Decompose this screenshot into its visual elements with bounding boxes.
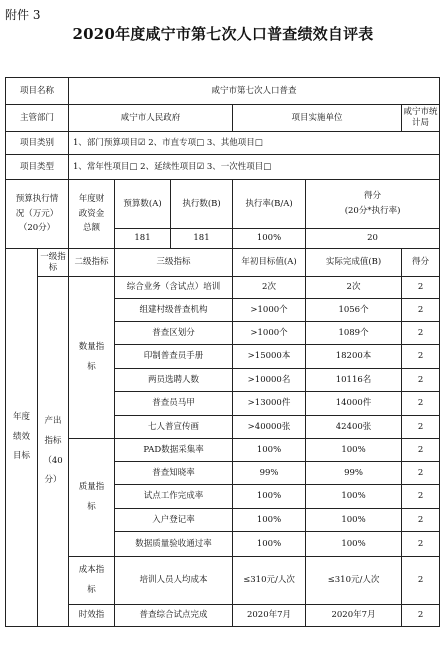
budget-label-line3: （20分） xyxy=(18,223,56,234)
indicator-cell: 综合业务（含试点）培训 xyxy=(115,277,233,299)
target-cell: >1000个 xyxy=(233,299,306,322)
cost-indicator-label xyxy=(69,557,115,605)
score-cell: 2 xyxy=(402,392,440,416)
exec-count-value: 181 xyxy=(171,229,233,249)
budget-score-value: 20 xyxy=(306,229,440,249)
quantity-indicator-label xyxy=(69,277,115,439)
score-cell: 2 xyxy=(402,509,440,532)
actual-cell: 100% xyxy=(306,485,402,509)
score-cell: 2 xyxy=(402,462,440,485)
target-cell: 100% xyxy=(233,509,306,532)
target-cell: 99% xyxy=(233,462,306,485)
indicator-cell: 组建村级普查机构 xyxy=(115,299,233,322)
target-cell: 100% xyxy=(233,532,306,557)
target-header: 年初目标值(A) xyxy=(233,249,306,277)
type-label: 项目类型 xyxy=(6,155,69,180)
level1-header: 一级指标 xyxy=(38,249,69,277)
target-cell: >15000本 xyxy=(233,345,306,369)
indicator-cell: 数据质量验收通过率 xyxy=(115,532,233,557)
indicator-cell: 试点工作完成率 xyxy=(115,485,233,509)
budget-count-value: 181 xyxy=(115,229,171,249)
target-cell: 2020年7月 xyxy=(233,605,306,627)
target-cell: >1000个 xyxy=(233,322,306,345)
score-cell: 2 xyxy=(402,416,440,439)
actual-cell: 100% xyxy=(306,439,402,462)
score-cell: 2 xyxy=(402,369,440,392)
quality-line1: 质量指 xyxy=(78,481,105,492)
score-cell: 2 xyxy=(402,439,440,462)
score-cell: 2 xyxy=(402,277,440,299)
output-line4: 分） xyxy=(44,475,62,486)
indicator-cell: 七人普宣传画 xyxy=(115,416,233,439)
category-label: 项目类别 xyxy=(6,132,69,155)
budget-label xyxy=(6,180,69,249)
indicator-cell: PAD数据采集率 xyxy=(115,439,233,462)
indicator-cell: 普查员马甲 xyxy=(115,392,233,416)
target-cell: >40000张 xyxy=(233,416,306,439)
page-title: 2020年度咸宁市第七次人口普查绩效自评表 xyxy=(72,25,374,43)
indicator-cell: 普查综合试点完成 xyxy=(115,605,233,627)
score-cell: 2 xyxy=(402,605,440,627)
indicator-cell: 培训人员人均成本 xyxy=(115,557,233,605)
score-cell: 2 xyxy=(402,299,440,322)
output-line3: （40 xyxy=(43,455,63,466)
level2-header: 二级指标 xyxy=(69,249,115,277)
actual-cell: 100% xyxy=(306,532,402,557)
evaluation-table xyxy=(5,77,440,627)
annual-funds-label xyxy=(69,180,115,249)
score-cell: 2 xyxy=(402,557,440,605)
project-name-value: 咸宁市第七次人口普查 xyxy=(69,78,440,105)
attachment-label: 附件 3 xyxy=(5,8,41,22)
output-line1: 产出 xyxy=(44,416,62,427)
project-name-label: 项目名称 xyxy=(6,78,69,105)
target-cell: 100% xyxy=(233,485,306,509)
budget-label-line1: 预算执行情 xyxy=(15,194,59,205)
annual-funds-line1: 年度财 xyxy=(78,194,105,205)
target-cell: ≤310元/人次 xyxy=(233,557,306,605)
indicator-cell: 入户登记率 xyxy=(115,509,233,532)
annual-goal-label xyxy=(6,249,38,627)
quality-line2: 标 xyxy=(87,501,96,512)
budget-score-label-line1: 得分 xyxy=(364,191,382,202)
indicator-cell: 两员选聘人数 xyxy=(115,369,233,392)
score-cell: 2 xyxy=(402,485,440,509)
time-indicator-label: 时效指 xyxy=(69,605,115,627)
budget-count-label: 预算数(A) xyxy=(115,180,171,229)
level3-header: 三级指标 xyxy=(115,249,233,277)
dept-label: 主管部门 xyxy=(6,105,69,132)
exec-rate-label: 执行率(B/A) xyxy=(233,180,306,229)
target-cell: 2次 xyxy=(233,277,306,299)
actual-cell: 2次 xyxy=(306,277,402,299)
impl-value: 咸宁市统计局 xyxy=(402,105,440,132)
annual-goal-line2: 绩效 xyxy=(12,431,30,442)
cost-line2: 标 xyxy=(87,584,96,595)
dept-value: 咸宁市人民政府 xyxy=(69,105,233,132)
target-cell: >10000名 xyxy=(233,369,306,392)
actual-cell: 2020年7月 xyxy=(306,605,402,627)
exec-count-label: 执行数(B) xyxy=(171,180,233,229)
annual-goal-line3: 目标 xyxy=(12,451,30,462)
budget-label-line2: 况（万元） xyxy=(15,208,59,219)
category-value: 1、部门预算项目☑ 2、市直专项□ 3、其他项目□ xyxy=(69,132,440,155)
cost-line1: 成本指 xyxy=(78,564,105,575)
actual-cell: 100% xyxy=(306,509,402,532)
actual-cell: 14000件 xyxy=(306,392,402,416)
actual-cell: 42400张 xyxy=(306,416,402,439)
type-value: 1、常年性项目□ 2、延续性项目☑ 3、一次性项目□ xyxy=(69,155,440,180)
actual-cell: 99% xyxy=(306,462,402,485)
indicator-cell: 普查知晓率 xyxy=(115,462,233,485)
score-cell: 2 xyxy=(402,322,440,345)
indicator-cell: 普查区划分 xyxy=(115,322,233,345)
budget-score-label xyxy=(306,180,440,229)
quantity-line2: 标 xyxy=(87,361,96,372)
impl-label: 项目实施单位 xyxy=(233,105,402,132)
actual-cell: 1089个 xyxy=(306,322,402,345)
annual-funds-line3: 总额 xyxy=(83,223,101,234)
exec-rate-value: 100% xyxy=(233,229,306,249)
annual-funds-line2: 政资金 xyxy=(78,208,105,219)
target-cell: >13000件 xyxy=(233,392,306,416)
actual-cell: 18200本 xyxy=(306,345,402,369)
indicator-cell: 印制普查员手册 xyxy=(115,345,233,369)
actual-cell: ≤310元/人次 xyxy=(306,557,402,605)
output-line2: 指标 xyxy=(44,435,62,446)
budget-score-label-line2: (20分*执行率) xyxy=(344,206,401,216)
actual-header: 实际完成值(B) xyxy=(306,249,402,277)
quantity-line1: 数量指 xyxy=(78,341,105,352)
score-cell: 2 xyxy=(402,532,440,557)
output-indicator-label xyxy=(38,277,69,627)
annual-goal-line1: 年度 xyxy=(12,412,30,423)
quality-indicator-label xyxy=(69,439,115,557)
score-cell: 2 xyxy=(402,345,440,369)
actual-cell: 1056个 xyxy=(306,299,402,322)
target-cell: 100% xyxy=(233,439,306,462)
actual-cell: 10116名 xyxy=(306,369,402,392)
score-header: 得分 xyxy=(402,249,440,277)
